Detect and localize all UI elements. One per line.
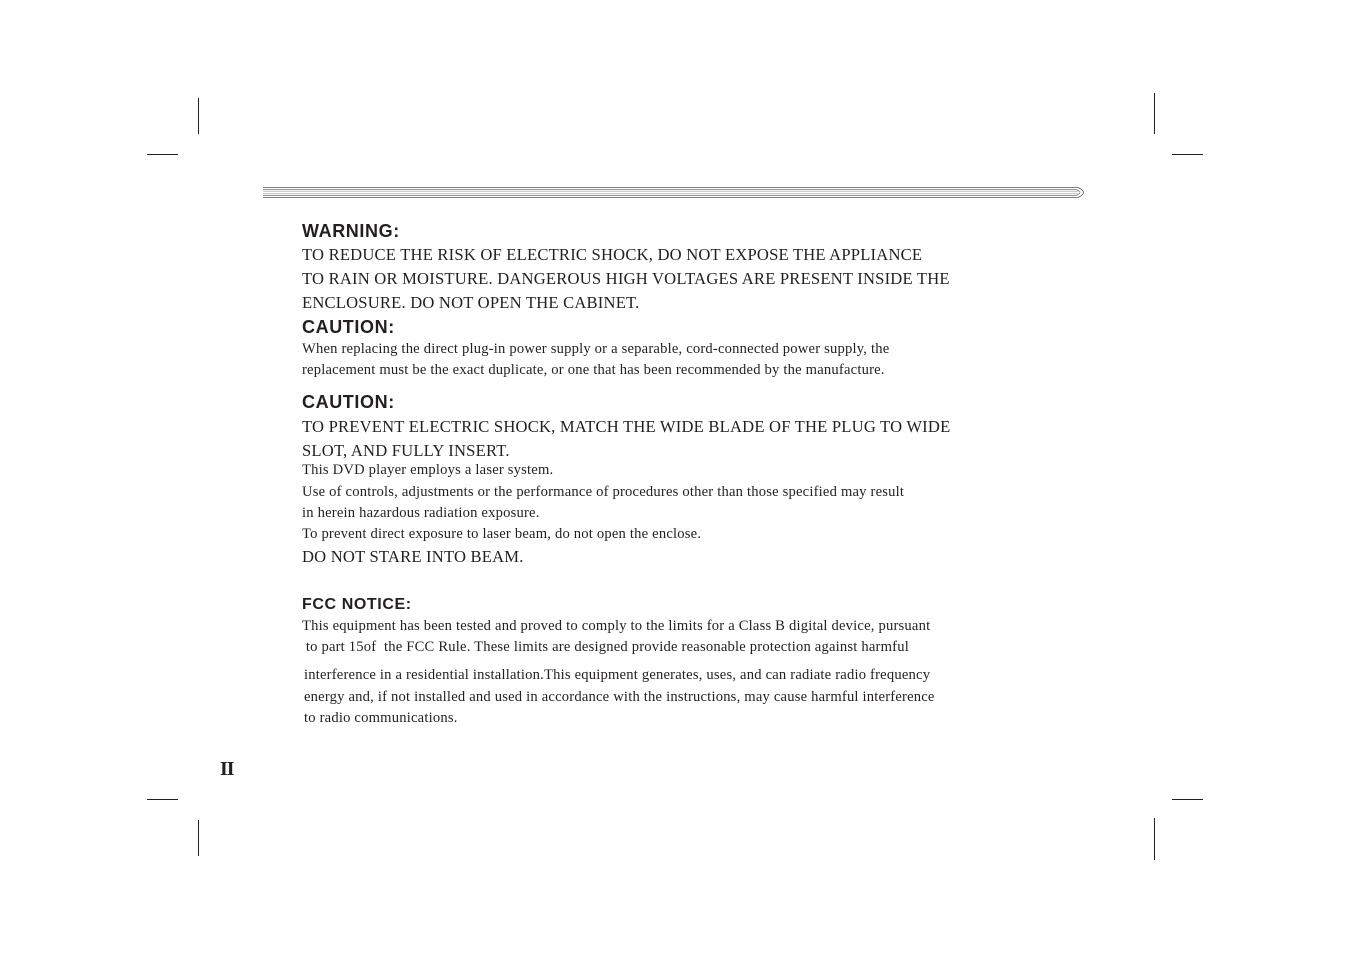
warning-heading: WARNING:	[302, 221, 400, 241]
crop-mark-top-left-vertical	[198, 98, 199, 134]
fcc-line-3: interference in a residential installation.This equipment generates, uses, and can radiate radio frequency	[304, 667, 931, 683]
warning-line-2: TO RAIN OR MOISTURE. DANGEROUS HIGH VOLTAGES ARE PRESENT INSIDE THE	[302, 269, 950, 288]
fcc-notice-section	[302, 594, 1032, 729]
crop-mark-bottom-left-horizontal	[147, 799, 178, 800]
notice-content	[302, 219, 1032, 729]
fcc-line-2: to part 15of the FCC Rule. These limits are designed provide reasonable protection against harmful	[302, 639, 909, 655]
fcc-notice-heading: FCC NOTICE:	[302, 596, 412, 613]
fcc-line-1: This equipment has been tested and proved to comply to the limits for a Class B digital device, pursuant	[302, 618, 931, 634]
header-rule	[263, 187, 1090, 198]
caution-heading-1: CAUTION:	[302, 317, 395, 337]
caution-2-caps-line-1: TO PREVENT ELECTRIC SHOCK, MATCH THE WIDE BLADE OF THE PLUG TO WIDE	[302, 417, 951, 436]
caution-2-line-4: To prevent direct exposure to laser beam, do not open the enclose.	[302, 526, 702, 542]
crop-mark-bottom-left-vertical	[198, 820, 199, 856]
caution-2-line-1: This DVD player employs a laser system.	[302, 462, 554, 478]
caution-2-caps-line-2: SLOT, AND FULLY INSERT.	[302, 441, 510, 460]
fcc-line-4: energy and, if not installed and used in accordance with the instructions, may cause harmful interference	[304, 689, 935, 705]
warning-line-1: TO REDUCE THE RISK OF ELECTRIC SHOCK, DO NOT EXPOSE THE APPLIANCE	[302, 245, 923, 264]
warning-line-3: ENCLOSURE. DO NOT OPEN THE CABINET.	[302, 293, 640, 312]
caution-2-line-2: Use of controls, adjustments or the performance of procedures other than those specified may result	[302, 484, 905, 500]
caution-1-line-2: replacement must be the exact duplicate, or one that has been recommended by the manufacture.	[302, 362, 885, 378]
crop-mark-top-left-horizontal	[147, 154, 178, 155]
warning-section	[302, 219, 1032, 315]
crop-mark-bottom-right-horizontal	[1172, 799, 1203, 800]
caution-1-line-1: When replacing the direct plug-in power supply or a separable, cord-connected power supply, the	[302, 341, 890, 357]
caution-section-2	[302, 390, 1032, 569]
caution-2-line-3: in herein hazardous radiation exposure.	[302, 505, 540, 521]
caution-heading-2: CAUTION:	[302, 392, 395, 412]
caution-2-final-line: DO NOT STARE INTO BEAM.	[302, 547, 524, 566]
fcc-line-5: to radio communications.	[304, 710, 458, 726]
caution-section-1	[302, 315, 1032, 381]
crop-mark-top-right-vertical	[1154, 93, 1155, 134]
crop-mark-top-right-horizontal	[1172, 154, 1203, 155]
page-number: II	[220, 758, 234, 780]
crop-mark-bottom-right-vertical	[1154, 818, 1155, 860]
